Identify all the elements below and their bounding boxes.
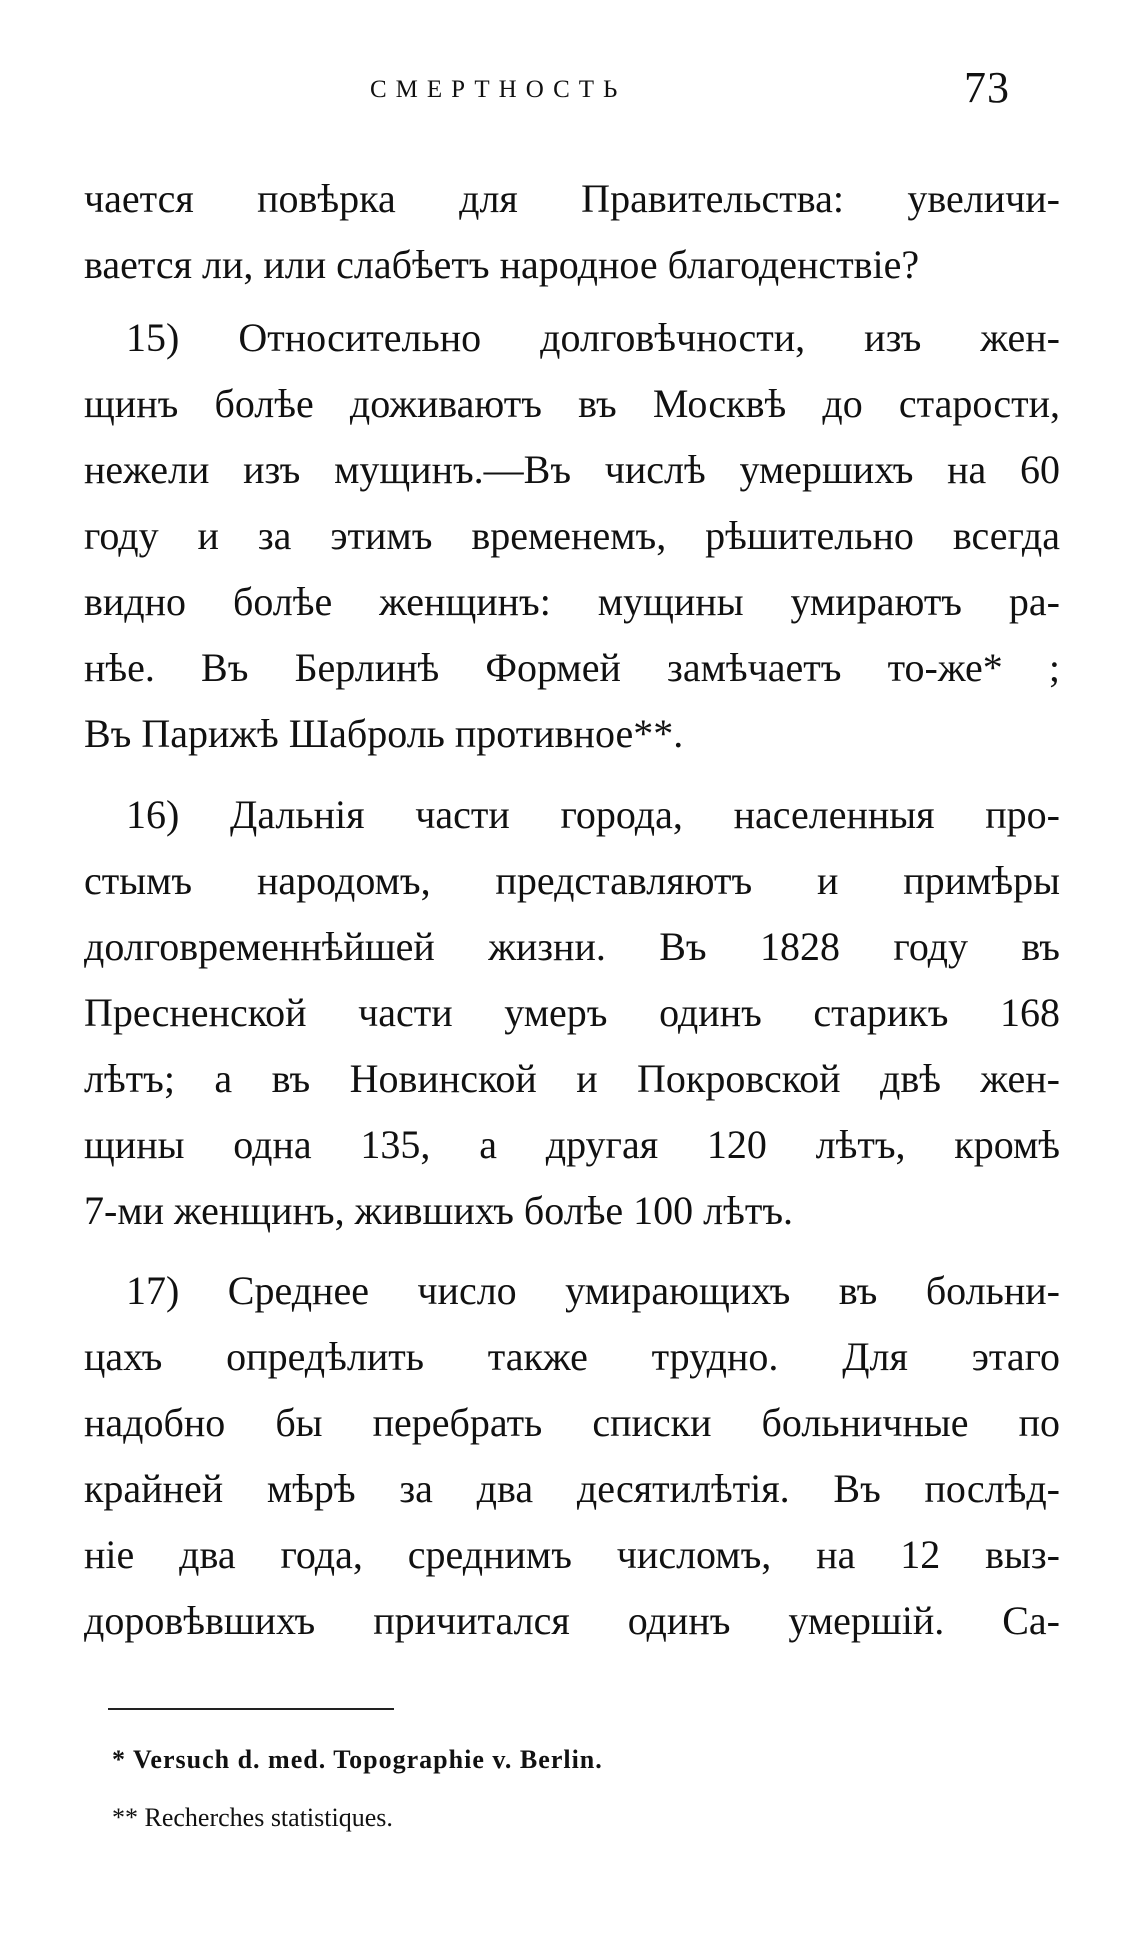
text-line: доровѣвшихъ причитался одинъ умершій. Са- xyxy=(84,1598,1060,1643)
text-line: вается ли, или слабѣетъ народное благоденствіе? xyxy=(84,242,920,287)
text-line: чается повѣрка для Правительства: увеличи- xyxy=(84,176,1060,221)
text-line: Въ Парижѣ Шаброль противное**. xyxy=(84,711,684,756)
running-head xyxy=(0,62,1140,122)
running-title: СМЕРТНОСТЬ xyxy=(370,76,627,103)
text-line: видно болѣе женщинъ: мущины умираютъ ра- xyxy=(84,579,1060,624)
text-line: щины одна 135, а другая 120 лѣтъ, кромѣ xyxy=(84,1122,1060,1167)
text-line: году и за этимъ временемъ, рѣшительно всегда xyxy=(84,513,1060,558)
paragraph-17-start: 17) Среднее число умирающихъ въ больни- xyxy=(126,1268,1060,1313)
text-line: 7-ми женщинъ, жившихъ болѣе 100 лѣтъ. xyxy=(84,1188,794,1233)
paragraph-15-start: 15) Относительно долговѣчности, изъ жен- xyxy=(126,315,1060,360)
text-line: нѣе. Въ Берлинѣ Формей замѣчаетъ то-же* ; xyxy=(84,645,1060,690)
text-line: Пресненской части умеръ одинъ старикъ 168 xyxy=(84,990,1060,1035)
text-line: крайней мѣрѣ за два десятилѣтія. Въ послѣд- xyxy=(84,1466,1060,1511)
text-line: лѣтъ; а въ Новинской и Покровской двѣ жен- xyxy=(84,1056,1060,1101)
page-number: 73 xyxy=(964,63,1010,112)
text-line: надобно бы перебрать списки больничные по xyxy=(84,1400,1060,1445)
paragraph-16-start: 16) Дальнія части города, населенныя про- xyxy=(126,792,1060,837)
footnote-divider xyxy=(108,1708,394,1710)
footnote-1: * Versuch d. med. Topographie v. Berlin. xyxy=(112,1745,603,1774)
text-line: щинъ болѣе доживаютъ въ Москвѣ до старости, xyxy=(84,381,1060,426)
footnote-2: ** Recherches statistiques. xyxy=(112,1803,393,1832)
text-line: нежели изъ мущинъ.—Въ числѣ умершихъ на 60 xyxy=(84,447,1060,492)
text-line: ніе два года, среднимъ числомъ, на 12 выз- xyxy=(84,1532,1060,1577)
text-line: стымъ народомъ, представляютъ и примѣры xyxy=(84,858,1060,903)
text-line: долговременнѣйшей жизни. Въ 1828 году въ xyxy=(84,924,1060,969)
text-line: цахъ опредѣлить также трудно. Для этаго xyxy=(84,1334,1060,1379)
